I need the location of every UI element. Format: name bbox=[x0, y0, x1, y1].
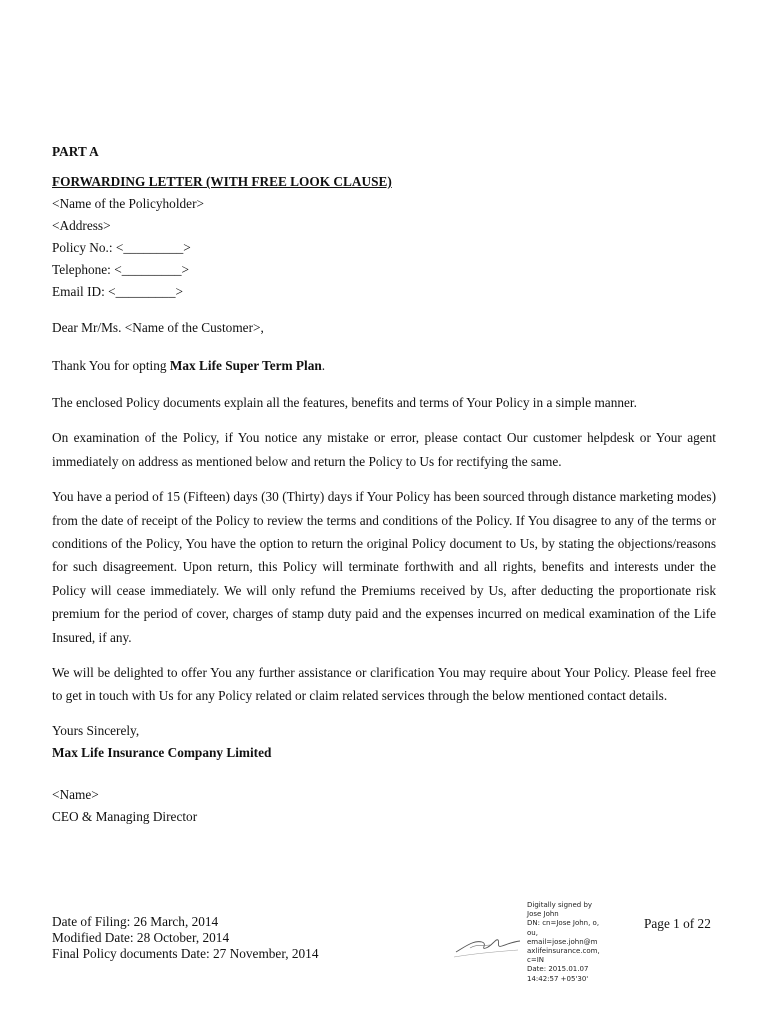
thanks-prefix: Thank You for opting bbox=[52, 358, 170, 373]
page-number: Page 1 of 22 bbox=[644, 916, 711, 931]
signature-line: email=jose.john@m bbox=[527, 937, 598, 946]
letter-title: FORWARDING LETTER (WITH FREE LOOK CLAUSE) bbox=[52, 174, 392, 189]
paragraph-features: The enclosed Policy documents explain all the features, benefits and terms of Your Policy in a simple manner. bbox=[52, 395, 637, 410]
handwritten-signature-icon bbox=[452, 924, 524, 964]
thanks-suffix: . bbox=[321, 358, 326, 373]
company-name: Max Life Insurance Company Limited bbox=[52, 744, 272, 760]
telephone: Telephone: <_________> bbox=[52, 262, 190, 277]
final-policy-date: Final Policy documents Date: 27 November, 2014 bbox=[52, 946, 319, 961]
policyholder-name: <Name of the Policyholder> bbox=[52, 196, 204, 211]
salutation: Dear Mr/Ms. <Name of the Customer>, bbox=[52, 320, 264, 335]
part-heading: PART A bbox=[52, 144, 99, 159]
signature-line: DN: cn=Jose John, o, bbox=[527, 919, 600, 928]
footer-dates bbox=[52, 914, 318, 962]
signature-line: 14:42:57 +05'30' bbox=[527, 974, 589, 983]
date-of-filing: Date of Filing: 26 March, 2014 bbox=[52, 914, 219, 929]
paragraph-free-look: You have a period of 15 (Fifteen) days (30 (Thirty) days if Your Policy has been sourced through distance marketing modes) from the date of receipt of the Policy to review the terms and conditions of the Policy. If You disagree to any of the terms or conditions of the Policy, You have the option to return the original Policy document to Us, by stating the objections/reasons for such disagreement. Upon return, this Policy will terminate forthwith and all rights, benefits and interests under the Policy will cease immediately. We will only refund the Premiums received by Us, after deducting the proportionate risk premium for the period of cover, charges of stamp duty paid and the expenses incurred on medical examination of the Life Insured, if any. bbox=[52, 489, 716, 645]
closing: Yours Sincerely, bbox=[52, 722, 140, 738]
paragraph-assistance: We will be delighted to offer You any further assistance or clarification You may require about Your Policy. Please feel free to get in touch with Us for any Policy related or claim related services through the below mentioned contact details. bbox=[52, 665, 716, 704]
policyholder-address: <Address> bbox=[52, 218, 111, 233]
signatory-title: CEO & Managing Director bbox=[52, 808, 198, 824]
address-block bbox=[52, 193, 716, 303]
policy-number: Policy No.: <_________> bbox=[52, 240, 191, 255]
letter-body bbox=[52, 141, 716, 828]
digital-signature-block bbox=[527, 901, 637, 984]
signature-line: Jose John bbox=[527, 910, 559, 919]
paragraph-mistake: On examination of the Policy, if You notice any mistake or error, please contact Our customer helpdesk or Your agent immediately on address as mentioned below and return the Policy to Us for rectifying the same. bbox=[52, 430, 716, 469]
signatory-name: <Name> bbox=[52, 786, 99, 802]
signature-line: c=IN bbox=[527, 956, 545, 965]
plan-name: Max Life Super Term Plan bbox=[169, 358, 322, 373]
signature-line: Digitally signed by bbox=[527, 901, 593, 909]
modified-date: Modified Date: 28 October, 2014 bbox=[52, 930, 230, 945]
signature-line: axlifeinsurance.com, bbox=[527, 947, 600, 956]
thanks-line bbox=[52, 355, 716, 377]
signature-line: ou, bbox=[527, 928, 538, 937]
email-id: Email ID: <_________> bbox=[52, 284, 183, 299]
signature-line: Date: 2015.01.07 bbox=[527, 965, 589, 974]
